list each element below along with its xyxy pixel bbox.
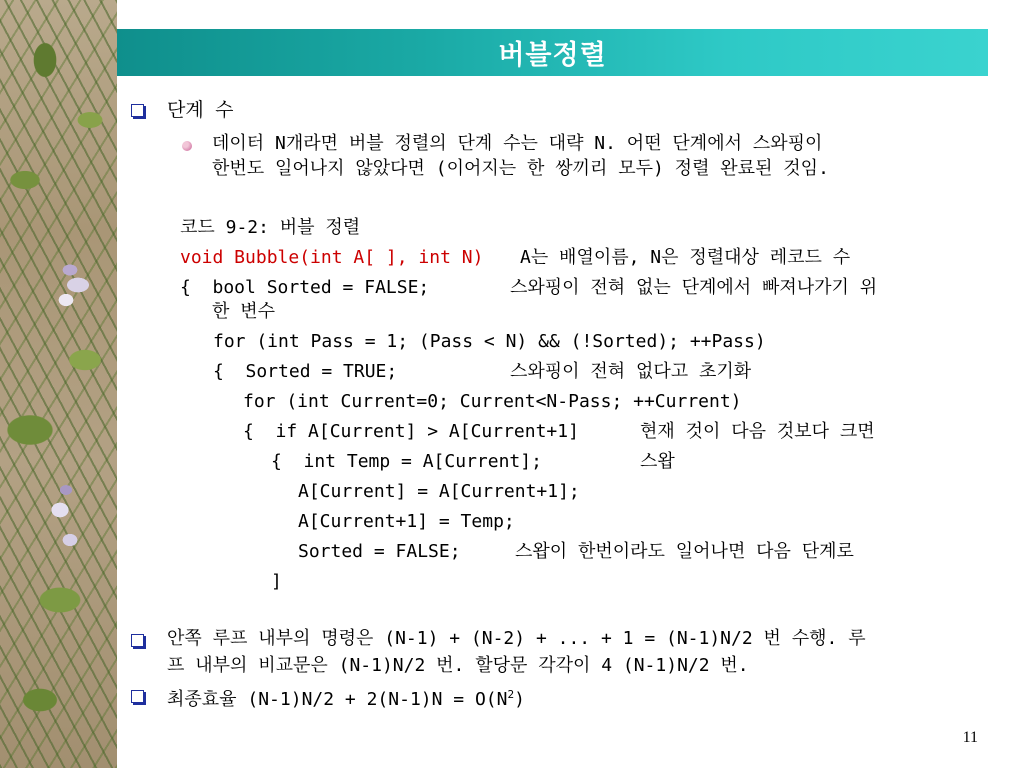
square-bullet-icon [131, 104, 144, 117]
code-line-3-comment: 스와핑이 전혀 없다고 초기화 [510, 361, 752, 382]
code-line-6-comment: 스왑 [640, 451, 675, 472]
section3-line [167, 684, 525, 711]
efficiency-exponent: 2 [507, 688, 515, 701]
section2-line-1: 안쪽 루프 내부의 명령은 (N-1) + (N-2) + ... + 1 = (N-1)N/2 번 수행. 루 [167, 628, 866, 649]
efficiency-close-paren: ) [514, 689, 525, 710]
code-line-5: { if A[Current] > A[Current+1] [243, 421, 579, 442]
square-bullet-icon [131, 634, 144, 647]
code-line-1-comment: 스와핑이 전혀 없는 단계에서 빠져나가기 위 [510, 277, 878, 298]
sub-bullet-line-1: 데이터 N개라면 버블 정렬의 단계 수는 대략 N. 어떤 단계에서 스와핑이 [212, 133, 823, 154]
sub-bullet-line-2: 한번도 일어나지 않았다면 (이어지는 한 쌍끼리 모두) 정렬 완료된 것임. [212, 158, 829, 179]
code-line-3: { Sorted = TRUE; [213, 361, 398, 382]
code-signature: void Bubble(int A[ ], int N) [180, 247, 484, 268]
code-line-4: for (int Current=0; Current<N-Pass; ++Current) [243, 391, 742, 412]
slide-title: 버블정렬 [498, 40, 607, 71]
efficiency-text: 최종효율 (N-1)N/2 + 2(N-1)N = O(N [167, 689, 508, 710]
code-line-9-comment: 스왑이 한번이라도 일어나면 다음 단계로 [515, 541, 854, 562]
code-line-10: ] [271, 571, 282, 592]
code-line-8: A[Current+1] = Temp; [298, 511, 515, 532]
code-line-1: { bool Sorted = FALSE; [180, 277, 430, 298]
round-bullet-icon [182, 141, 192, 151]
code-line-2: for (int Pass = 1; (Pass < N) && (!Sorted); ++Pass) [213, 331, 766, 352]
code-caption: 코드 9-2: 버블 정렬 [180, 217, 361, 238]
section2-line-2: 프 내부의 비교문은 (N-1)N/2 번. 할당문 각각이 4 (N-1)N/2 번. [167, 655, 749, 676]
code-line-5-comment: 현재 것이 다음 것보다 크면 [640, 421, 875, 442]
code-signature-comment: A는 배열이름, N은 정렬대상 레코드 수 [520, 247, 851, 268]
code-line-6: { int Temp = A[Current]; [271, 451, 542, 472]
section-heading: 단계 수 [167, 99, 234, 121]
page-number: 11 [962, 729, 978, 746]
code-line-9: Sorted = FALSE; [298, 541, 461, 562]
code-line-1-comment-cont: 한 변수 [212, 301, 276, 322]
square-bullet-icon [131, 690, 144, 703]
code-line-7: A[Current] = A[Current+1]; [298, 481, 580, 502]
